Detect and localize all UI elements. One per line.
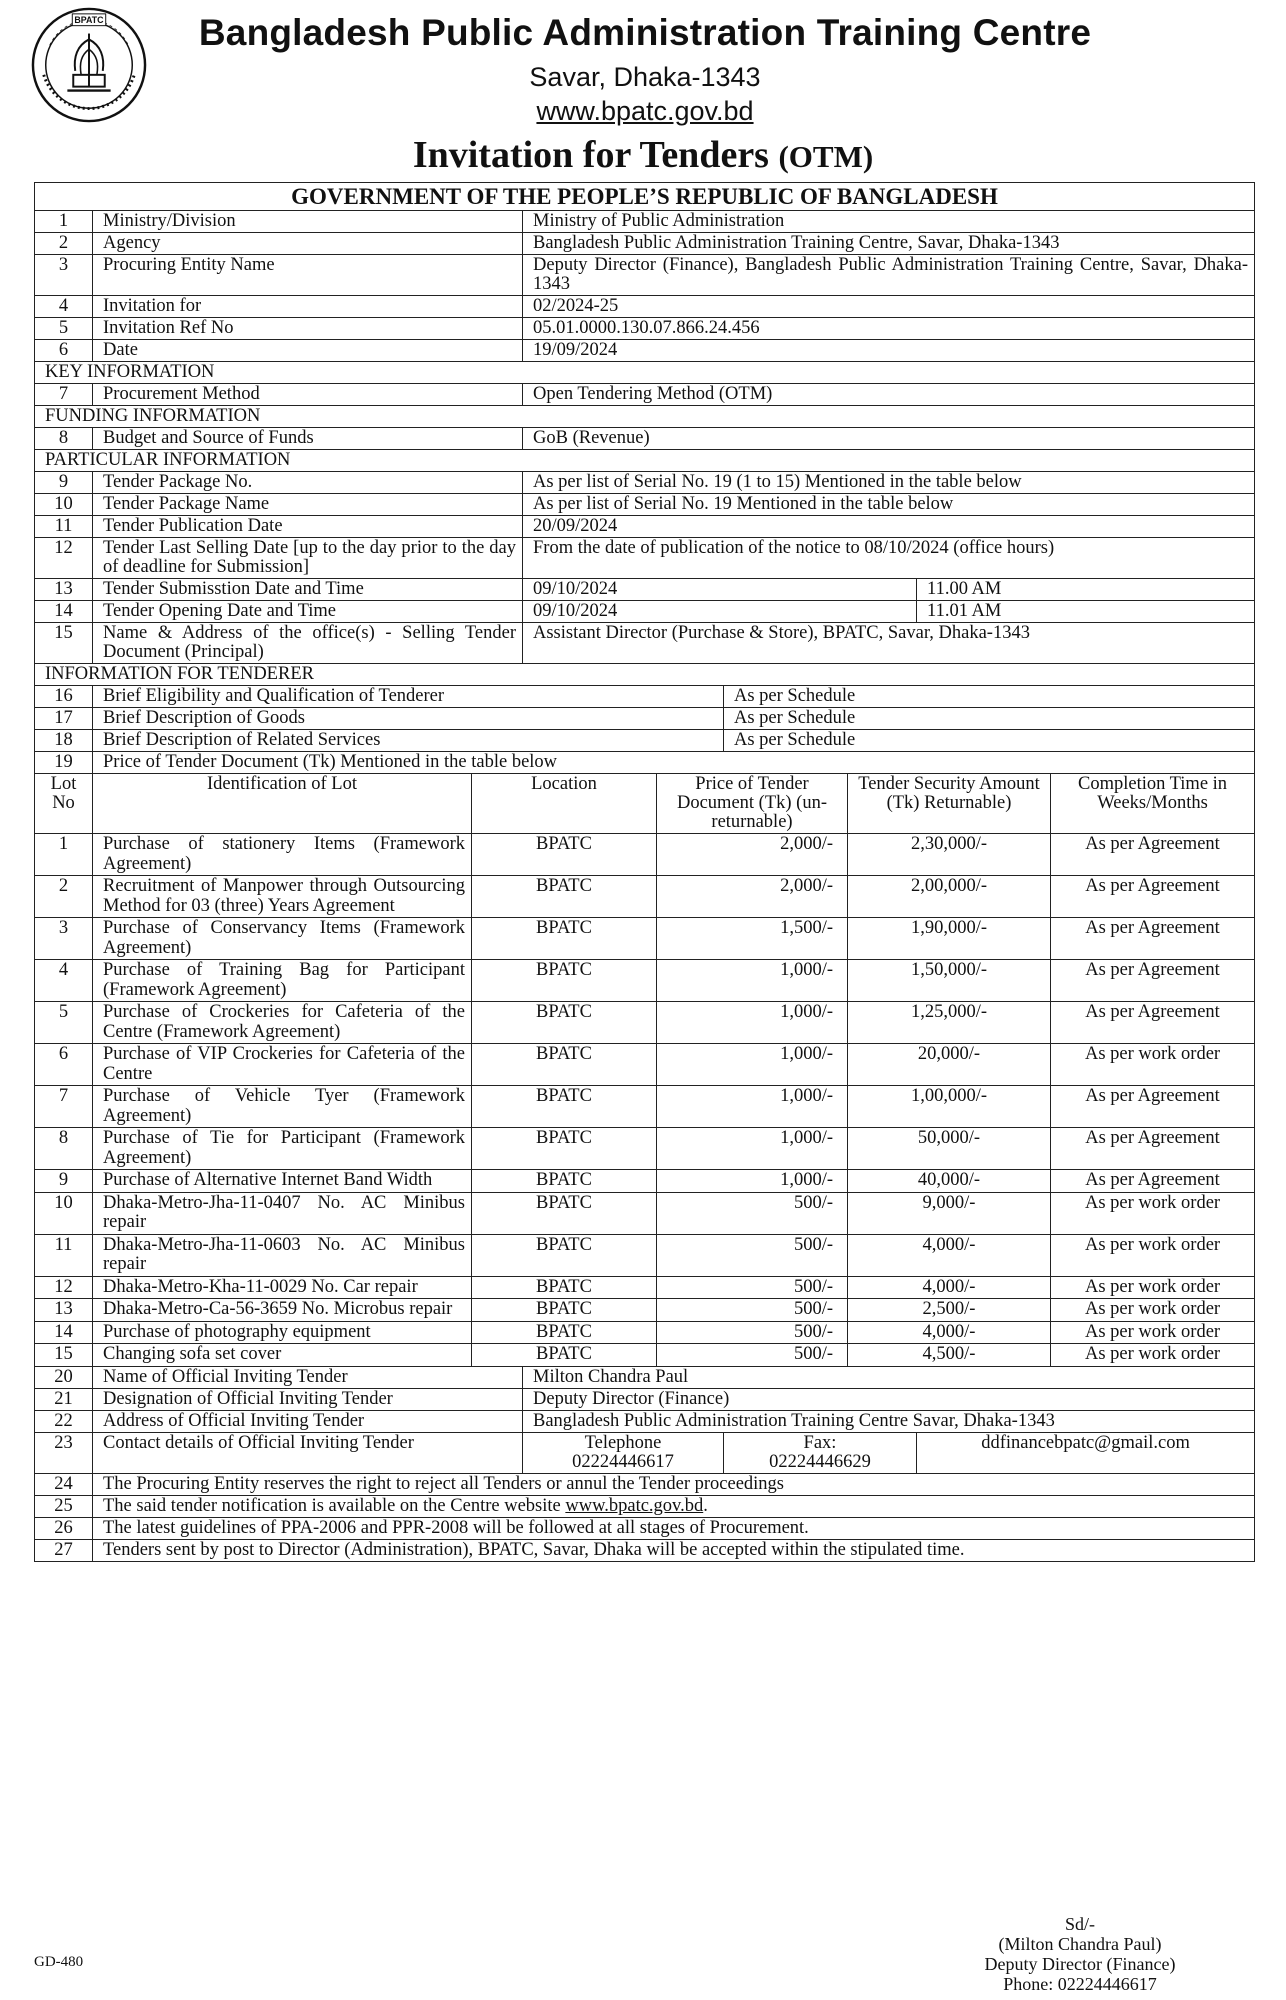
- lot-completion: As per Agreement: [1051, 1128, 1255, 1170]
- info-row: [35, 255, 1255, 296]
- lot-security: 4,000/-: [848, 1234, 1051, 1276]
- lot-location: BPATC: [472, 1192, 657, 1234]
- row-number: 6: [35, 340, 93, 362]
- lot-price: 500/-: [657, 1344, 848, 1367]
- lot-price: 1,000/-: [657, 1044, 848, 1086]
- lot-number: 7: [35, 1086, 93, 1128]
- lot-completion: As per Agreement: [1051, 1002, 1255, 1044]
- website-link[interactable]: www.bpatc.gov.bd: [565, 1495, 704, 1516]
- row-label: Price of Tender Document (Tk) Mentioned in the table below: [93, 752, 1255, 774]
- row-value: Bangladesh Public Administration Training Centre Savar, Dhaka-1343: [523, 1410, 1255, 1432]
- svg-text:BPATC: BPATC: [74, 15, 104, 26]
- lot-name: Purchase of Alternative Internet Band Width: [93, 1170, 472, 1193]
- lot-completion: As per work order: [1051, 1344, 1255, 1367]
- row-number: 19: [35, 752, 93, 774]
- row-value: From the date of publication of the notice to 08/10/2024 (office hours): [523, 538, 1255, 579]
- info-row: [35, 1388, 1255, 1410]
- lot-security: 40,000/-: [848, 1170, 1051, 1193]
- row-value: As per Schedule: [724, 708, 1255, 730]
- lot-name: Purchase of photography equipment: [93, 1321, 472, 1344]
- lot-location: BPATC: [472, 960, 657, 1002]
- info-row: [35, 296, 1255, 318]
- row-label: Tender Last Selling Date [up to the day prior to the day of deadline for Submission]: [93, 538, 523, 579]
- lot-no-header: Lot No: [35, 774, 93, 834]
- datetime-row: [35, 601, 1255, 623]
- lot-completion: As per Agreement: [1051, 876, 1255, 918]
- telephone-label: Telephone: [584, 1432, 662, 1453]
- lot-row: [35, 1128, 1255, 1170]
- lot-name: Recruitment of Manpower through Outsourcing Method for 03 (three) Years Agreement: [93, 876, 472, 918]
- row-label: Name of Official Inviting Tender: [93, 1366, 523, 1388]
- lot-location: BPATC: [472, 1170, 657, 1193]
- lot-location: BPATC: [472, 1044, 657, 1086]
- lot-number: 13: [35, 1299, 93, 1322]
- lot-price: 1,000/-: [657, 1002, 848, 1044]
- row-value: As per list of Serial No. 19 (1 to 15) Mentioned in the table below: [523, 472, 1255, 494]
- note-row: [35, 1539, 1255, 1561]
- row-number: 27: [35, 1539, 93, 1561]
- contact-row: [35, 1432, 1255, 1473]
- lot-number: 3: [35, 918, 93, 960]
- lot-location: BPATC: [472, 1299, 657, 1322]
- lot-name: Dhaka-Metro-Kha-11-0029 No. Car repair: [93, 1276, 472, 1299]
- row-number: 11: [35, 516, 93, 538]
- footer-code: GD-480: [34, 1954, 84, 1970]
- lot-number: 4: [35, 960, 93, 1002]
- organization-address: Savar, Dhaka-1343: [529, 62, 761, 92]
- signature-name: (Milton Chandra Paul): [998, 1934, 1162, 1954]
- row-number: 18: [35, 730, 93, 752]
- row-value: As per list of Serial No. 19 Mentioned in the table below: [523, 494, 1255, 516]
- row-label: Procuring Entity Name: [93, 255, 523, 296]
- row-value: 05.01.0000.130.07.866.24.456: [523, 318, 1255, 340]
- email-address: ddfinancebpatc@gmail.com: [917, 1432, 1255, 1473]
- signature-phone: Phone: 02224446617: [1003, 1974, 1157, 1994]
- row-value: Deputy Director (Finance): [523, 1388, 1255, 1410]
- lot-name: Purchase of Training Bag for Participant (Framework Agreement): [93, 960, 472, 1002]
- lot-row: [35, 1276, 1255, 1299]
- lot-completion: As per Agreement: [1051, 918, 1255, 960]
- row-number: 17: [35, 708, 93, 730]
- row-value: Deputy Director (Finance), Bangladesh Public Administration Training Centre, Savar, Dhaka-1343: [523, 255, 1255, 296]
- row-label: Invitation Ref No: [93, 318, 523, 340]
- lot-completion: As per Agreement: [1051, 960, 1255, 1002]
- row-number: 16: [35, 686, 93, 708]
- lot-security: 9,000/-: [848, 1192, 1051, 1234]
- info-row: [35, 472, 1255, 494]
- note-body: The latest guidelines of PPA-2006 and PPR-2008 will be followed at all stages of Procurement.: [103, 1517, 809, 1538]
- row-date: 09/10/2024: [523, 601, 917, 623]
- row-label: Tender Package No.: [93, 472, 523, 494]
- note-row: [35, 1517, 1255, 1539]
- note-text: [93, 1495, 1255, 1517]
- row-value: As per Schedule: [724, 686, 1255, 708]
- lot-security: 4,000/-: [848, 1321, 1051, 1344]
- lot-completion: As per Agreement: [1051, 834, 1255, 876]
- info-row: [35, 211, 1255, 233]
- row-number: 20: [35, 1366, 93, 1388]
- info-row: [35, 623, 1255, 664]
- section-header: [35, 406, 1255, 428]
- signature-designation: Deputy Director (Finance): [984, 1954, 1176, 1974]
- lot-location: BPATC: [472, 1344, 657, 1367]
- row-label: Name & Address of the office(s) - Selling Tender Document (Principal): [93, 623, 523, 664]
- lot-row: [35, 1344, 1255, 1367]
- row-value: Assistant Director (Purchase & Store), BPATC, Savar, Dhaka-1343: [523, 623, 1255, 664]
- row-label: Budget and Source of Funds: [93, 428, 523, 450]
- lot-price-header: Price of Tender Document (Tk) (un-returnable): [657, 774, 848, 834]
- info-row: [35, 384, 1255, 406]
- info-row: [35, 686, 1255, 708]
- lot-identification-header: Identification of Lot: [93, 774, 472, 834]
- lot-row: [35, 1192, 1255, 1234]
- row-label: Date: [93, 340, 523, 362]
- lot-number: 1: [35, 834, 93, 876]
- info-row: [35, 752, 1255, 774]
- info-row: [35, 708, 1255, 730]
- lot-security: 2,00,000/-: [848, 876, 1051, 918]
- lot-price: 500/-: [657, 1276, 848, 1299]
- lot-number: 11: [35, 1234, 93, 1276]
- row-number: 23: [35, 1432, 93, 1473]
- lot-name: Dhaka-Metro-Jha-11-0407 No. AC Minibus repair: [93, 1192, 472, 1234]
- row-label: Brief Description of Goods: [93, 708, 724, 730]
- info-row: [35, 1366, 1255, 1388]
- lot-row: [35, 1086, 1255, 1128]
- row-number: 21: [35, 1388, 93, 1410]
- lot-row: [35, 960, 1255, 1002]
- note-tail: .: [703, 1495, 708, 1516]
- lot-price: 1,000/-: [657, 1170, 848, 1193]
- note-row: [35, 1473, 1255, 1495]
- lot-row: [35, 1321, 1255, 1344]
- section-title: INFORMATION FOR TENDERER: [35, 664, 1255, 686]
- row-time: 11.01 AM: [917, 601, 1255, 623]
- note-body: The Procuring Entity reserves the right to reject all Tenders or annul the Tender proceedings: [103, 1473, 785, 1494]
- row-number: 4: [35, 296, 93, 318]
- lot-security: 1,50,000/-: [848, 960, 1051, 1002]
- lot-security: 1,25,000/-: [848, 1002, 1051, 1044]
- row-time: 11.00 AM: [917, 579, 1255, 601]
- tender-info-table: [34, 182, 1255, 1562]
- row-value: As per Schedule: [724, 730, 1255, 752]
- section-header: [35, 362, 1255, 384]
- tender-table-body: [35, 183, 1255, 1562]
- row-value: 02/2024-25: [523, 296, 1255, 318]
- row-number: 9: [35, 472, 93, 494]
- row-label: Contact details of Official Inviting Tender: [93, 1432, 523, 1473]
- note-row: [35, 1495, 1255, 1517]
- row-label: Designation of Official Inviting Tender: [93, 1388, 523, 1410]
- info-row: [35, 730, 1255, 752]
- info-row: [35, 318, 1255, 340]
- info-row: [35, 516, 1255, 538]
- lot-price: 1,000/-: [657, 1128, 848, 1170]
- note-text: [93, 1473, 1255, 1495]
- bpatc-seal-logo: [30, 6, 148, 124]
- lot-location: BPATC: [472, 1002, 657, 1044]
- row-label: Brief Eligibility and Qualification of Tenderer: [93, 686, 724, 708]
- row-value: 20/09/2024: [523, 516, 1255, 538]
- lot-row: [35, 834, 1255, 876]
- lot-completion: As per Agreement: [1051, 1086, 1255, 1128]
- lot-location: BPATC: [472, 918, 657, 960]
- lot-name: Purchase of Crockeries for Cafeteria of the Centre (Framework Agreement): [93, 1002, 472, 1044]
- lot-security: 2,500/-: [848, 1299, 1051, 1322]
- lot-header-row: [35, 774, 1255, 834]
- lot-security: 1,00,000/-: [848, 1086, 1051, 1128]
- lot-security: 4,500/-: [848, 1344, 1051, 1367]
- lot-number: 5: [35, 1002, 93, 1044]
- lot-row: [35, 1170, 1255, 1193]
- note-body: The said tender notification is available on the Centre website: [103, 1495, 561, 1516]
- row-label: Invitation for: [93, 296, 523, 318]
- lot-name: Purchase of Conservancy Items (Framework Agreement): [93, 918, 472, 960]
- lot-number: 14: [35, 1321, 93, 1344]
- lot-location-header: Location: [472, 774, 657, 834]
- info-row: [35, 1410, 1255, 1432]
- row-number: 14: [35, 601, 93, 623]
- lot-price: 500/-: [657, 1299, 848, 1322]
- row-label: Brief Description of Related Services: [93, 730, 724, 752]
- signature-block: [880, 1914, 1280, 1994]
- lot-completion: As per Agreement: [1051, 1170, 1255, 1193]
- row-value: GoB (Revenue): [523, 428, 1255, 450]
- row-label: Agency: [93, 233, 523, 255]
- lot-location: BPATC: [472, 1086, 657, 1128]
- section-title: FUNDING INFORMATION: [35, 406, 1255, 428]
- lot-security-header: Tender Security Amount (Tk) Returnable): [848, 774, 1051, 834]
- lot-number: 9: [35, 1170, 93, 1193]
- lot-number: 6: [35, 1044, 93, 1086]
- info-row: [35, 538, 1255, 579]
- telephone-cell: [523, 1432, 724, 1473]
- info-row: [35, 428, 1255, 450]
- lot-row: [35, 876, 1255, 918]
- lot-location: BPATC: [472, 1321, 657, 1344]
- row-number: 15: [35, 623, 93, 664]
- row-number: 26: [35, 1517, 93, 1539]
- notice-title: Invitation for Tenders (OTM): [412, 134, 874, 176]
- lot-row: [35, 1299, 1255, 1322]
- section-header: [35, 664, 1255, 686]
- lot-completion: As per work order: [1051, 1192, 1255, 1234]
- section-title: PARTICULAR INFORMATION: [35, 450, 1255, 472]
- notice-header: [0, 0, 1286, 190]
- lot-completion: As per work order: [1051, 1321, 1255, 1344]
- row-number: 25: [35, 1495, 93, 1517]
- note-body: Tenders sent by post to Director (Administration), BPATC, Savar, Dhaka will be accepted within the stipulated time.: [103, 1539, 965, 1560]
- lot-location: BPATC: [472, 1128, 657, 1170]
- lot-location: BPATC: [472, 1234, 657, 1276]
- row-number: 13: [35, 579, 93, 601]
- row-value: Milton Chandra Paul: [523, 1366, 1255, 1388]
- lot-price: 500/-: [657, 1321, 848, 1344]
- info-row: [35, 233, 1255, 255]
- lot-row: [35, 918, 1255, 960]
- row-label: Tender Opening Date and Time: [93, 601, 523, 623]
- info-row: [35, 340, 1255, 362]
- row-number: 7: [35, 384, 93, 406]
- lot-security: 20,000/-: [848, 1044, 1051, 1086]
- row-date: 09/10/2024: [523, 579, 917, 601]
- lot-completion: As per work order: [1051, 1299, 1255, 1322]
- note-text: [93, 1517, 1255, 1539]
- row-number: 8: [35, 428, 93, 450]
- row-number: 2: [35, 233, 93, 255]
- row-label: Ministry/Division: [93, 211, 523, 233]
- row-number: 10: [35, 494, 93, 516]
- section-header: [35, 450, 1255, 472]
- row-number: 5: [35, 318, 93, 340]
- organization-website-link[interactable]: www.bpatc.gov.bd: [536, 96, 754, 126]
- fax-cell: [724, 1432, 917, 1473]
- lot-security: 2,30,000/-: [848, 834, 1051, 876]
- lot-row: [35, 1044, 1255, 1086]
- lot-row: [35, 1234, 1255, 1276]
- lot-name: Dhaka-Metro-Jha-11-0603 No. AC Minibus repair: [93, 1234, 472, 1276]
- datetime-row: [35, 579, 1255, 601]
- lot-security: 1,90,000/-: [848, 918, 1051, 960]
- row-label: Tender Submisstion Date and Time: [93, 579, 523, 601]
- telephone-number: 02224446617: [572, 1451, 674, 1472]
- lot-completion: As per work order: [1051, 1044, 1255, 1086]
- row-label: Procurement Method: [93, 384, 523, 406]
- signature-sd: Sd/-: [1064, 1914, 1095, 1934]
- lot-location: BPATC: [472, 1276, 657, 1299]
- lot-security: 4,000/-: [848, 1276, 1051, 1299]
- lot-completion: As per work order: [1051, 1234, 1255, 1276]
- lot-row: [35, 1002, 1255, 1044]
- lot-price: 2,000/-: [657, 834, 848, 876]
- row-value: 19/09/2024: [523, 340, 1255, 362]
- lot-location: BPATC: [472, 834, 657, 876]
- lot-number: 12: [35, 1276, 93, 1299]
- lot-price: 500/-: [657, 1192, 848, 1234]
- row-value: Open Tendering Method (OTM): [523, 384, 1255, 406]
- government-title: GOVERNMENT OF THE PEOPLE’S REPUBLIC OF BANGLADESH: [35, 183, 1255, 211]
- organization-name: Bangladesh Public Administration Training Centre: [198, 12, 1092, 53]
- lot-name: Purchase of stationery Items (Framework Agreement): [93, 834, 472, 876]
- lot-price: 1,000/-: [657, 960, 848, 1002]
- fax-number: 02224446629: [769, 1451, 871, 1472]
- lot-price: 1,000/-: [657, 1086, 848, 1128]
- row-number: 24: [35, 1473, 93, 1495]
- lot-number: 8: [35, 1128, 93, 1170]
- fax-label: Fax:: [803, 1432, 837, 1453]
- lot-price: 1,500/-: [657, 918, 848, 960]
- lot-security: 50,000/-: [848, 1128, 1051, 1170]
- row-number: 22: [35, 1410, 93, 1432]
- lot-location: BPATC: [472, 876, 657, 918]
- lot-name: Purchase of Vehicle Tyer (Framework Agreement): [93, 1086, 472, 1128]
- info-row: [35, 494, 1255, 516]
- row-label: Address of Official Inviting Tender: [93, 1410, 523, 1432]
- note-text: [93, 1539, 1255, 1561]
- lot-number: 2: [35, 876, 93, 918]
- section-title: KEY INFORMATION: [35, 362, 1255, 384]
- lot-name: Purchase of VIP Crockeries for Cafeteria of the Centre: [93, 1044, 472, 1086]
- row-value: Bangladesh Public Administration Training Centre, Savar, Dhaka-1343: [523, 233, 1255, 255]
- row-label: Tender Publication Date: [93, 516, 523, 538]
- lot-price: 500/-: [657, 1234, 848, 1276]
- row-number: 12: [35, 538, 93, 579]
- row-label: Tender Package Name: [93, 494, 523, 516]
- lot-number: 15: [35, 1344, 93, 1367]
- lot-name: Dhaka-Metro-Ca-56-3659 No. Microbus repair: [93, 1299, 472, 1322]
- lot-number: 10: [35, 1192, 93, 1234]
- lot-price: 2,000/-: [657, 876, 848, 918]
- row-value: Ministry of Public Administration: [523, 211, 1255, 233]
- lot-completion: As per work order: [1051, 1276, 1255, 1299]
- row-number: 1: [35, 211, 93, 233]
- lot-completion-header: Completion Time in Weeks/Months: [1051, 774, 1255, 834]
- lot-name: Changing sofa set cover: [93, 1344, 472, 1367]
- lot-name: Purchase of Tie for Participant (Framework Agreement): [93, 1128, 472, 1170]
- row-number: 3: [35, 255, 93, 296]
